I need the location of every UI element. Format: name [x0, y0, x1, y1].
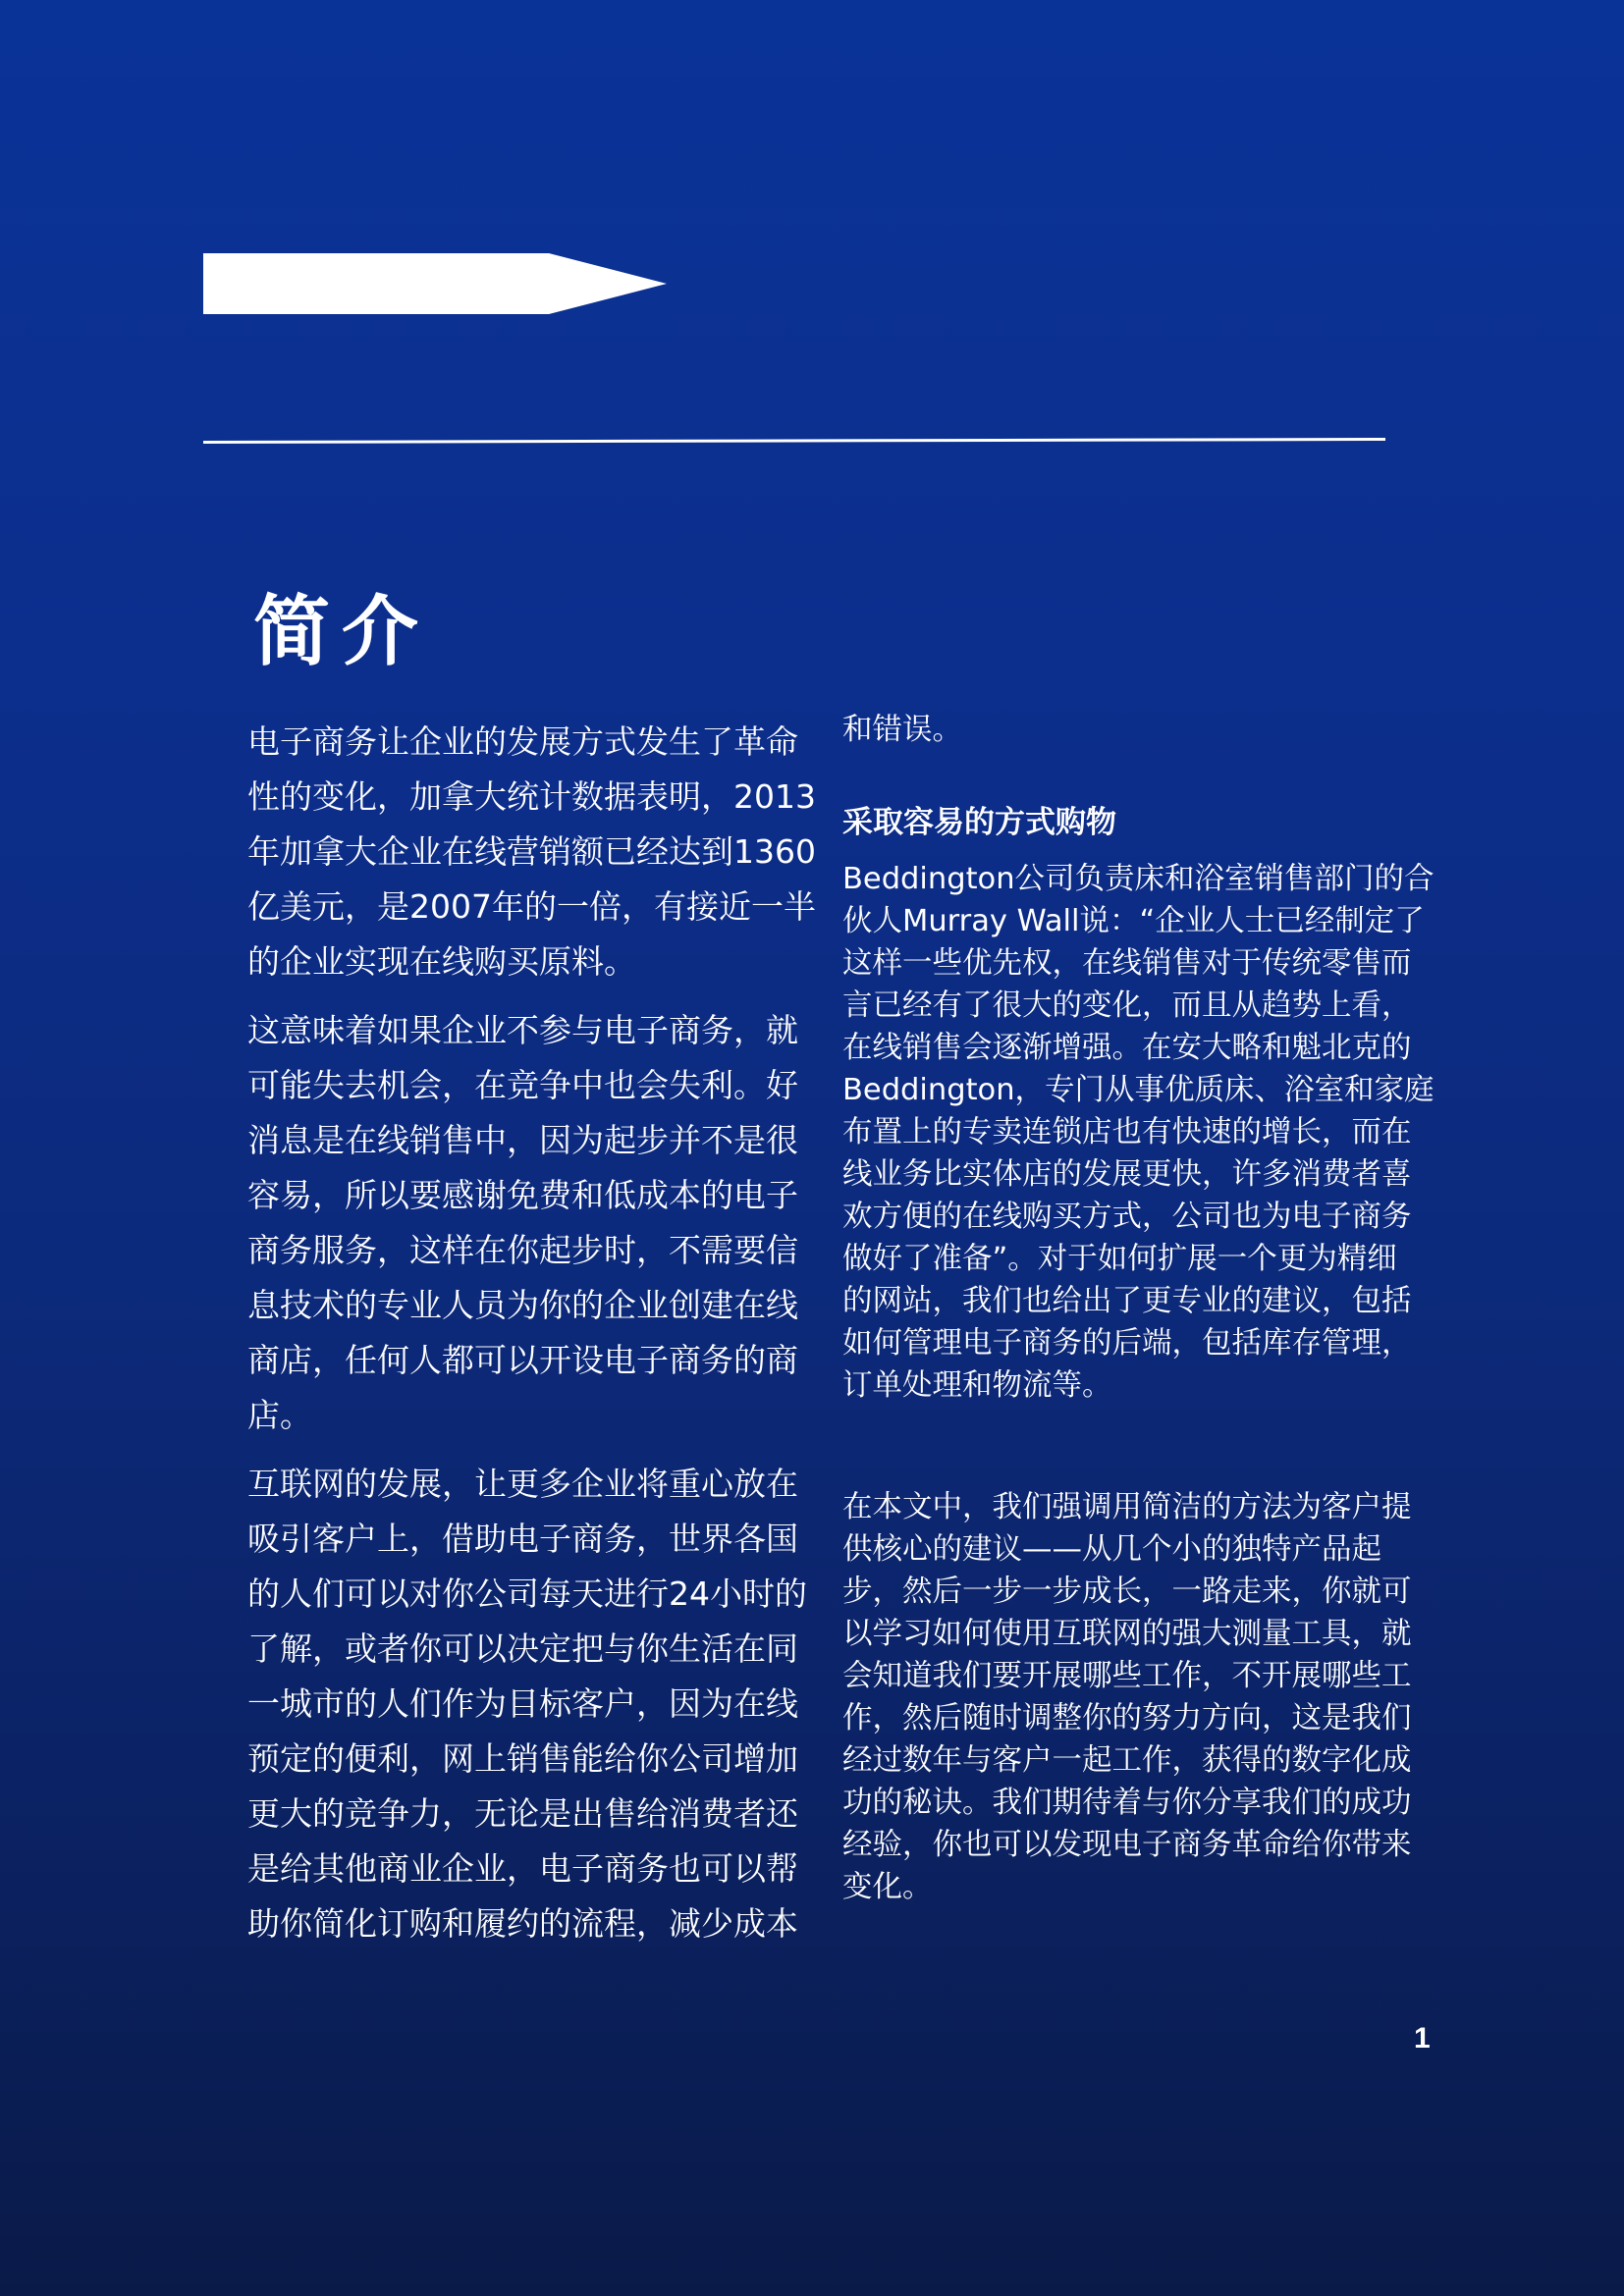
text-line: 言已经有了很大的变化，而且从趋势上看， — [842, 988, 1412, 1023]
text-line: 会知道我们要开展哪些工作，不开展哪些工 — [842, 1659, 1412, 1693]
text-line: 在线销售会逐渐增强。在安大略和魁北克的 — [842, 1031, 1412, 1065]
text-line: 这意味着如果企业不参与电子商务，就 — [247, 1011, 798, 1049]
text-line: 亿美元，是2007年的一倍，有接近一半 — [247, 887, 816, 926]
text-line: 是给其他商业企业，电子商务也可以帮 — [247, 1849, 798, 1888]
text-line: 年加拿大企业在线营销额已经达到1360 — [247, 832, 816, 871]
text-line: 这样一些优先权，在线销售对于传统零售而 — [842, 946, 1412, 981]
text-line: 供核心的建议——从几个小的独特产品起 — [842, 1532, 1381, 1567]
text-line: 步，然后一步一步成长，一路走来，你就可 — [842, 1575, 1412, 1609]
text-line: 助你简化订购和履约的流程，减少成本 — [247, 1904, 798, 1943]
text-line: 如何管理电子商务的后端，包括库存管理， — [842, 1326, 1412, 1361]
text-line: 作，然后随时调整你的努力方向，这是我们 — [842, 1701, 1412, 1735]
right-column-paragraph-1 — [842, 858, 1435, 1407]
text-line: 一城市的人们作为目标客户，因为在线 — [247, 1684, 798, 1723]
text-line: 欢方便的在线购买方式，公司也为电子商务 — [842, 1200, 1412, 1234]
text-line: 商务服务，这样在你起步时，不需要信 — [247, 1231, 798, 1269]
paragraph — [247, 715, 816, 989]
paragraph — [247, 1457, 807, 1951]
paragraph — [247, 1003, 797, 1443]
text-line: 预定的便利，网上销售能给你公司增加 — [247, 1739, 798, 1778]
text-line: 性的变化，加拿大统计数据表明，2013 — [247, 777, 816, 816]
text-line: 可能失去机会，在竞争中也会失利。好 — [247, 1066, 798, 1104]
text-line: 更大的竞争力，无论是出售给消费者还 — [247, 1794, 798, 1833]
page-number: 1 — [1414, 2022, 1431, 2055]
text-line: 订单处理和物流等。 — [842, 1368, 1112, 1403]
text-line: 以学习如何使用互联网的强大测量工具，就 — [842, 1617, 1412, 1651]
text-line: 线业务比实体店的发展更快，许多消费者喜 — [842, 1157, 1412, 1192]
text-line: 和错误。 — [842, 713, 962, 747]
divider-line — [203, 438, 1385, 444]
text-line: 店。 — [247, 1396, 312, 1434]
text-line: 布置上的专卖连锁店也有快速的增长，而在 — [842, 1115, 1412, 1149]
text-line: 息技术的专业人员为你的企业创建在线 — [247, 1286, 798, 1324]
text-line: 吸引客户上，借助电子商务，世界各国 — [247, 1520, 798, 1558]
text-line: 的人们可以对你公司每天进行24小时的 — [247, 1575, 807, 1613]
text-line: 做好了准备”。对于如何扩展一个更为精细 — [842, 1242, 1397, 1276]
text-line: Beddington，专门从事优质床、浴室和家庭 — [842, 1073, 1435, 1107]
text-line: 的网站，我们也给出了更专业的建议，包括 — [842, 1284, 1412, 1318]
text-line: 经验，你也可以发现电子商务革命给你带来 — [842, 1828, 1412, 1862]
right-column-continuation — [842, 709, 1392, 751]
left-column — [247, 715, 816, 1965]
text-line: 容易，所以要感谢免费和低成本的电子 — [247, 1176, 798, 1214]
text-line: 变化。 — [842, 1870, 933, 1904]
text-line: 功的秘诀。我们期待着与你分享我们的成功 — [842, 1786, 1412, 1820]
text-line: 在本文中，我们强调用简洁的方法为客户提 — [842, 1490, 1412, 1524]
text-line: 了解，或者你可以决定把与你生活在同 — [247, 1629, 798, 1668]
text-line: 的企业实现在线购买原料。 — [247, 942, 636, 981]
section-heading: 采取容易的方式购物 — [842, 805, 1116, 840]
text-line: 经过数年与客户一起工作，获得的数字化成 — [842, 1743, 1412, 1778]
text-line: Beddington公司负责床和浴室销售部门的合 — [842, 862, 1435, 896]
text-line: 电子商务让企业的发展方式发生了革命 — [247, 722, 798, 761]
arrow-banner-shape — [203, 253, 667, 314]
right-column-paragraph-2 — [842, 1486, 1412, 1908]
text-line: 消息是在线销售中，因为起步并不是很 — [247, 1121, 798, 1159]
text-line: 伙人Murray Wall说：“企业人士已经制定了 — [842, 904, 1425, 938]
text-line: 互联网的发展，让更多企业将重心放在 — [247, 1465, 798, 1503]
text-line: 商店，任何人都可以开设电子商务的商 — [247, 1341, 798, 1379]
page-title: 简介 — [253, 587, 431, 676]
